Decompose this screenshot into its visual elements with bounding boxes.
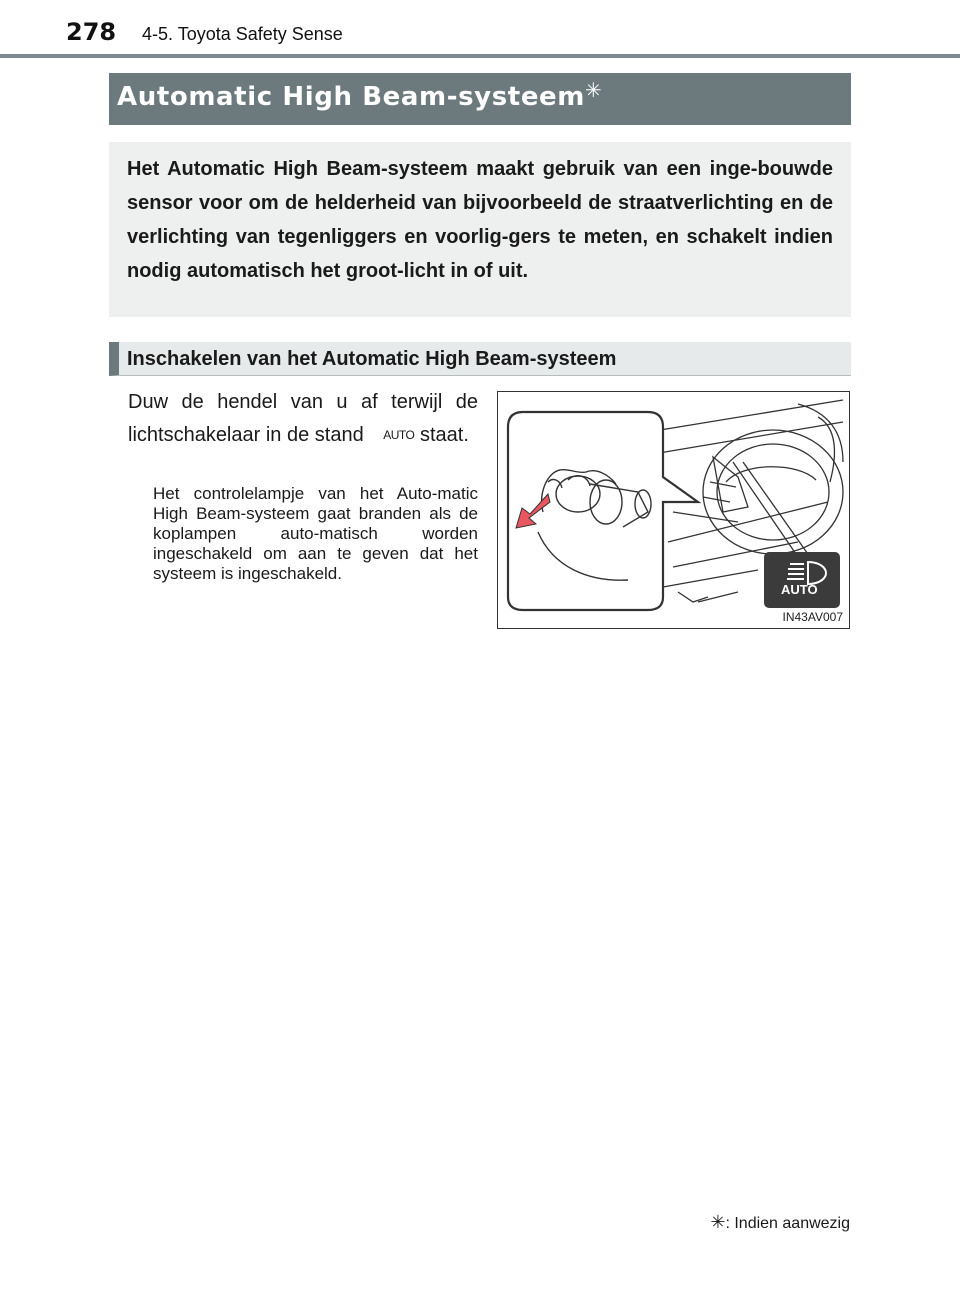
title-asterisk-mark: ✳ xyxy=(584,78,603,102)
footnote-asterisk-mark: ✳ xyxy=(710,1212,726,1232)
auto-switch-symbol: AUTO xyxy=(383,428,415,442)
section-title: Inschakelen van het Automatic High Beam-systeem xyxy=(127,348,617,370)
intro-text: Het Automatic High Beam-systeem maakt gebruik van een inge-bouwde sensor voor om de helderheid van bijvoorbeeld de straatverlichting en de verlichting van tegenliggers en voorlig-gers te meten, en schakelt indien nodig automatisch het groot-licht in of uit. xyxy=(127,158,833,282)
figure-illustration xyxy=(497,391,850,629)
instruction-text xyxy=(128,386,478,452)
figure-auto-label: AUTO xyxy=(781,582,818,597)
instruction-before: Duw de hendel van u af terwijl de lichtschakelaar in de stand xyxy=(128,391,478,446)
intro-box xyxy=(109,142,851,317)
page-number: 278 xyxy=(66,18,117,46)
page-title-text: Automatic High Beam-systeem xyxy=(117,82,585,112)
footnote xyxy=(710,1212,850,1233)
note-text: Het controlelampje van het Auto-matic High Beam-systeem gaat branden als de koplampen auto-matisch worden ingeschakeld om aan te geven dat het systeem is ingeschakeld. xyxy=(153,484,478,583)
section-bar xyxy=(109,342,851,376)
footnote-text: : Indien aanwezig xyxy=(725,1215,850,1232)
title-bar xyxy=(109,73,851,125)
header-rule xyxy=(0,54,960,58)
instruction-after: staat. xyxy=(419,424,469,446)
running-header: 4-5. Toyota Safety Sense xyxy=(142,24,343,44)
figure-code: IN43AV007 xyxy=(782,610,843,624)
page-title xyxy=(117,78,603,112)
